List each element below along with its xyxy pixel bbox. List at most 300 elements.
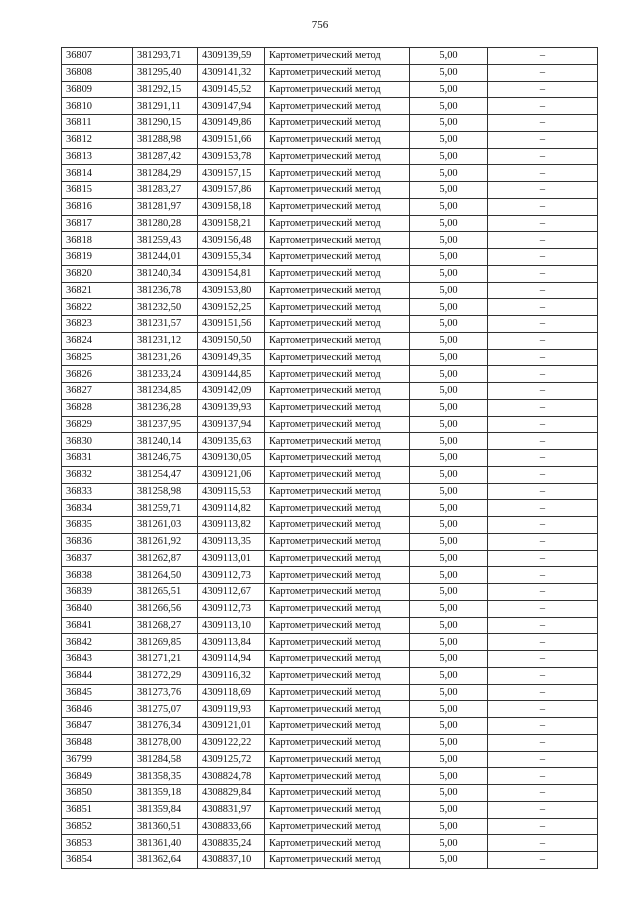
precision-cell: 5,00 [410, 701, 488, 718]
precision-cell: 5,00 [410, 667, 488, 684]
x-coordinate-cell: 381262,87 [133, 550, 198, 567]
y-coordinate-cell: 4309112,67 [198, 584, 265, 601]
method-cell: Картометрический метод [265, 600, 410, 617]
y-coordinate-cell: 4309149,35 [198, 349, 265, 366]
table-row [62, 852, 598, 869]
x-coordinate-cell: 381234,85 [133, 383, 198, 400]
precision-cell: 5,00 [410, 617, 488, 634]
x-coordinate-cell: 381237,95 [133, 416, 198, 433]
point-id-cell: 36824 [62, 332, 133, 349]
note-cell: – [488, 115, 598, 132]
note-cell: – [488, 131, 598, 148]
table-row [62, 48, 598, 65]
note-cell: – [488, 684, 598, 701]
table-row [62, 584, 598, 601]
y-coordinate-cell: 4308831,97 [198, 801, 265, 818]
y-coordinate-cell: 4309113,82 [198, 517, 265, 534]
table-row [62, 701, 598, 718]
table-row [62, 299, 598, 316]
point-id-cell: 36827 [62, 383, 133, 400]
point-id-cell: 36799 [62, 751, 133, 768]
point-id-cell: 36813 [62, 148, 133, 165]
note-cell: – [488, 198, 598, 215]
precision-cell: 5,00 [410, 131, 488, 148]
table-row [62, 182, 598, 199]
point-id-cell: 36825 [62, 349, 133, 366]
x-coordinate-cell: 381246,75 [133, 450, 198, 467]
method-cell: Картометрический метод [265, 115, 410, 132]
x-coordinate-cell: 381360,51 [133, 818, 198, 835]
method-cell: Картометрический метод [265, 801, 410, 818]
table-row [62, 768, 598, 785]
precision-cell: 5,00 [410, 48, 488, 65]
note-cell: – [488, 835, 598, 852]
x-coordinate-cell: 381233,24 [133, 366, 198, 383]
x-coordinate-cell: 381240,14 [133, 433, 198, 450]
table-row [62, 818, 598, 835]
y-coordinate-cell: 4309116,32 [198, 667, 265, 684]
point-id-cell: 36826 [62, 366, 133, 383]
method-cell: Картометрический метод [265, 366, 410, 383]
note-cell: – [488, 667, 598, 684]
point-id-cell: 36851 [62, 801, 133, 818]
y-coordinate-cell: 4309142,09 [198, 383, 265, 400]
precision-cell: 5,00 [410, 265, 488, 282]
x-coordinate-cell: 381283,27 [133, 182, 198, 199]
y-coordinate-cell: 4309149,86 [198, 115, 265, 132]
note-cell: – [488, 584, 598, 601]
method-cell: Картометрический метод [265, 265, 410, 282]
x-coordinate-cell: 381284,29 [133, 165, 198, 182]
precision-cell: 5,00 [410, 98, 488, 115]
point-id-cell: 36820 [62, 265, 133, 282]
point-id-cell: 36836 [62, 533, 133, 550]
precision-cell: 5,00 [410, 81, 488, 98]
precision-cell: 5,00 [410, 332, 488, 349]
x-coordinate-cell: 381359,18 [133, 785, 198, 802]
table-row [62, 751, 598, 768]
point-id-cell: 36853 [62, 835, 133, 852]
y-coordinate-cell: 4309151,66 [198, 131, 265, 148]
table-row [62, 450, 598, 467]
y-coordinate-cell: 4309118,69 [198, 684, 265, 701]
precision-cell: 5,00 [410, 818, 488, 835]
y-coordinate-cell: 4309153,80 [198, 282, 265, 299]
note-cell: – [488, 818, 598, 835]
table-row [62, 567, 598, 584]
point-id-cell: 36823 [62, 316, 133, 333]
note-cell: – [488, 768, 598, 785]
y-coordinate-cell: 4309139,59 [198, 48, 265, 65]
table-row [62, 416, 598, 433]
method-cell: Картометрический метод [265, 282, 410, 299]
precision-cell: 5,00 [410, 801, 488, 818]
x-coordinate-cell: 381258,98 [133, 483, 198, 500]
note-cell: – [488, 852, 598, 869]
y-coordinate-cell: 4309121,01 [198, 718, 265, 735]
table-row [62, 617, 598, 634]
method-cell: Картометрический метод [265, 383, 410, 400]
precision-cell: 5,00 [410, 366, 488, 383]
y-coordinate-cell: 4309114,94 [198, 651, 265, 668]
precision-cell: 5,00 [410, 349, 488, 366]
method-cell: Картометрический метод [265, 332, 410, 349]
x-coordinate-cell: 381358,35 [133, 768, 198, 785]
y-coordinate-cell: 4309114,82 [198, 500, 265, 517]
y-coordinate-cell: 4308829,84 [198, 785, 265, 802]
table-row [62, 785, 598, 802]
precision-cell: 5,00 [410, 182, 488, 199]
method-cell: Картометрический метод [265, 299, 410, 316]
precision-cell: 5,00 [410, 634, 488, 651]
method-cell: Картометрический метод [265, 416, 410, 433]
y-coordinate-cell: 4309115,53 [198, 483, 265, 500]
precision-cell: 5,00 [410, 433, 488, 450]
point-id-cell: 36807 [62, 48, 133, 65]
note-cell: – [488, 500, 598, 517]
precision-cell: 5,00 [410, 115, 488, 132]
method-cell: Картометрический метод [265, 131, 410, 148]
x-coordinate-cell: 381281,97 [133, 198, 198, 215]
point-id-cell: 36840 [62, 600, 133, 617]
table-row [62, 249, 598, 266]
method-cell: Картометрический метод [265, 500, 410, 517]
table-row [62, 734, 598, 751]
note-cell: – [488, 48, 598, 65]
note-cell: – [488, 232, 598, 249]
note-cell: – [488, 617, 598, 634]
x-coordinate-cell: 381236,78 [133, 282, 198, 299]
x-coordinate-cell: 381284,58 [133, 751, 198, 768]
y-coordinate-cell: 4308824,78 [198, 768, 265, 785]
y-coordinate-cell: 4309130,05 [198, 450, 265, 467]
point-id-cell: 36841 [62, 617, 133, 634]
point-id-cell: 36854 [62, 852, 133, 869]
method-cell: Картометрический метод [265, 81, 410, 98]
table-row [62, 232, 598, 249]
y-coordinate-cell: 4309151,56 [198, 316, 265, 333]
point-id-cell: 36811 [62, 115, 133, 132]
note-cell: – [488, 332, 598, 349]
precision-cell: 5,00 [410, 734, 488, 751]
table-row [62, 684, 598, 701]
method-cell: Картометрический метод [265, 785, 410, 802]
precision-cell: 5,00 [410, 550, 488, 567]
y-coordinate-cell: 4309157,86 [198, 182, 265, 199]
x-coordinate-cell: 381265,51 [133, 584, 198, 601]
table-row [62, 165, 598, 182]
point-id-cell: 36839 [62, 584, 133, 601]
note-cell: – [488, 701, 598, 718]
y-coordinate-cell: 4309153,78 [198, 148, 265, 165]
precision-cell: 5,00 [410, 198, 488, 215]
point-id-cell: 36852 [62, 818, 133, 835]
precision-cell: 5,00 [410, 148, 488, 165]
note-cell: – [488, 215, 598, 232]
precision-cell: 5,00 [410, 718, 488, 735]
method-cell: Картометрический метод [265, 64, 410, 81]
point-id-cell: 36847 [62, 718, 133, 735]
point-id-cell: 36845 [62, 684, 133, 701]
method-cell: Картометрический метод [265, 852, 410, 869]
precision-cell: 5,00 [410, 249, 488, 266]
note-cell: – [488, 651, 598, 668]
table-row [62, 148, 598, 165]
y-coordinate-cell: 4309150,50 [198, 332, 265, 349]
x-coordinate-cell: 381280,28 [133, 215, 198, 232]
x-coordinate-cell: 381278,00 [133, 734, 198, 751]
y-coordinate-cell: 4309119,93 [198, 701, 265, 718]
note-cell: – [488, 182, 598, 199]
method-cell: Картометрический метод [265, 349, 410, 366]
precision-cell: 5,00 [410, 383, 488, 400]
y-coordinate-cell: 4309141,32 [198, 64, 265, 81]
y-coordinate-cell: 4309135,63 [198, 433, 265, 450]
point-id-cell: 36821 [62, 282, 133, 299]
table-row [62, 198, 598, 215]
point-id-cell: 36829 [62, 416, 133, 433]
point-id-cell: 36842 [62, 634, 133, 651]
precision-cell: 5,00 [410, 299, 488, 316]
method-cell: Картометрический метод [265, 567, 410, 584]
table-row [62, 517, 598, 534]
point-id-cell: 36848 [62, 734, 133, 751]
x-coordinate-cell: 381264,50 [133, 567, 198, 584]
x-coordinate-cell: 381271,21 [133, 651, 198, 668]
coordinates-table [61, 47, 598, 869]
table-row [62, 600, 598, 617]
precision-cell: 5,00 [410, 852, 488, 869]
point-id-cell: 36817 [62, 215, 133, 232]
method-cell: Картометрический метод [265, 734, 410, 751]
method-cell: Картометрический метод [265, 48, 410, 65]
method-cell: Картометрический метод [265, 215, 410, 232]
note-cell: – [488, 64, 598, 81]
y-coordinate-cell: 4309113,10 [198, 617, 265, 634]
note-cell: – [488, 634, 598, 651]
table-row [62, 349, 598, 366]
note-cell: – [488, 785, 598, 802]
method-cell: Картометрический метод [265, 232, 410, 249]
note-cell: – [488, 98, 598, 115]
table-row [62, 81, 598, 98]
x-coordinate-cell: 381231,57 [133, 316, 198, 333]
precision-cell: 5,00 [410, 651, 488, 668]
method-cell: Картометрический метод [265, 617, 410, 634]
x-coordinate-cell: 381244,01 [133, 249, 198, 266]
note-cell: – [488, 483, 598, 500]
y-coordinate-cell: 4309158,18 [198, 198, 265, 215]
method-cell: Картометрический метод [265, 483, 410, 500]
x-coordinate-cell: 381359,84 [133, 801, 198, 818]
precision-cell: 5,00 [410, 165, 488, 182]
y-coordinate-cell: 4309147,94 [198, 98, 265, 115]
point-id-cell: 36837 [62, 550, 133, 567]
precision-cell: 5,00 [410, 500, 488, 517]
table-row [62, 98, 598, 115]
x-coordinate-cell: 381259,71 [133, 500, 198, 517]
point-id-cell: 36828 [62, 399, 133, 416]
note-cell: – [488, 600, 598, 617]
method-cell: Картометрический метод [265, 316, 410, 333]
x-coordinate-cell: 381291,11 [133, 98, 198, 115]
x-coordinate-cell: 381287,42 [133, 148, 198, 165]
note-cell: – [488, 416, 598, 433]
point-id-cell: 36815 [62, 182, 133, 199]
table-row [62, 533, 598, 550]
point-id-cell: 36843 [62, 651, 133, 668]
table-row [62, 366, 598, 383]
precision-cell: 5,00 [410, 399, 488, 416]
x-coordinate-cell: 381254,47 [133, 466, 198, 483]
note-cell: – [488, 282, 598, 299]
note-cell: – [488, 718, 598, 735]
method-cell: Картометрический метод [265, 550, 410, 567]
table-row [62, 718, 598, 735]
precision-cell: 5,00 [410, 567, 488, 584]
table-row [62, 466, 598, 483]
method-cell: Картометрический метод [265, 517, 410, 534]
y-coordinate-cell: 4309158,21 [198, 215, 265, 232]
method-cell: Картометрический метод [265, 433, 410, 450]
table-row [62, 115, 598, 132]
method-cell: Картометрический метод [265, 751, 410, 768]
note-cell: – [488, 517, 598, 534]
precision-cell: 5,00 [410, 282, 488, 299]
table-row [62, 667, 598, 684]
precision-cell: 5,00 [410, 215, 488, 232]
precision-cell: 5,00 [410, 450, 488, 467]
point-id-cell: 36835 [62, 517, 133, 534]
precision-cell: 5,00 [410, 835, 488, 852]
y-coordinate-cell: 4309139,93 [198, 399, 265, 416]
precision-cell: 5,00 [410, 533, 488, 550]
y-coordinate-cell: 4308837,10 [198, 852, 265, 869]
x-coordinate-cell: 381261,92 [133, 533, 198, 550]
note-cell: – [488, 265, 598, 282]
y-coordinate-cell: 4309125,72 [198, 751, 265, 768]
table-row [62, 215, 598, 232]
point-id-cell: 36809 [62, 81, 133, 98]
method-cell: Картометрический метод [265, 198, 410, 215]
point-id-cell: 36818 [62, 232, 133, 249]
point-id-cell: 36822 [62, 299, 133, 316]
precision-cell: 5,00 [410, 600, 488, 617]
y-coordinate-cell: 4309121,06 [198, 466, 265, 483]
y-coordinate-cell: 4308833,66 [198, 818, 265, 835]
page-number: 756 [311, 19, 329, 31]
note-cell: – [488, 299, 598, 316]
note-cell: – [488, 433, 598, 450]
note-cell: – [488, 734, 598, 751]
method-cell: Картометрический метод [265, 701, 410, 718]
precision-cell: 5,00 [410, 232, 488, 249]
method-cell: Картометрический метод [265, 634, 410, 651]
note-cell: – [488, 450, 598, 467]
table-row [62, 131, 598, 148]
note-cell: – [488, 751, 598, 768]
table-row [62, 500, 598, 517]
method-cell: Картометрический метод [265, 684, 410, 701]
table-row [62, 316, 598, 333]
note-cell: – [488, 366, 598, 383]
method-cell: Картометрический метод [265, 466, 410, 483]
x-coordinate-cell: 381362,64 [133, 852, 198, 869]
y-coordinate-cell: 4309154,81 [198, 265, 265, 282]
point-id-cell: 36831 [62, 450, 133, 467]
note-cell: – [488, 383, 598, 400]
point-id-cell: 36849 [62, 768, 133, 785]
x-coordinate-cell: 381295,40 [133, 64, 198, 81]
note-cell: – [488, 81, 598, 98]
method-cell: Картометрический метод [265, 533, 410, 550]
x-coordinate-cell: 381266,56 [133, 600, 198, 617]
note-cell: – [488, 399, 598, 416]
point-id-cell: 36832 [62, 466, 133, 483]
note-cell: – [488, 801, 598, 818]
precision-cell: 5,00 [410, 785, 488, 802]
x-coordinate-cell: 381269,85 [133, 634, 198, 651]
x-coordinate-cell: 381231,26 [133, 349, 198, 366]
table-row [62, 634, 598, 651]
note-cell: – [488, 349, 598, 366]
x-coordinate-cell: 381288,98 [133, 131, 198, 148]
table-row [62, 801, 598, 818]
y-coordinate-cell: 4309112,73 [198, 600, 265, 617]
table-row [62, 383, 598, 400]
precision-cell: 5,00 [410, 584, 488, 601]
point-id-cell: 36830 [62, 433, 133, 450]
point-id-cell: 36816 [62, 198, 133, 215]
method-cell: Картометрический метод [265, 399, 410, 416]
point-id-cell: 36814 [62, 165, 133, 182]
point-id-cell: 36834 [62, 500, 133, 517]
method-cell: Картометрический метод [265, 818, 410, 835]
y-coordinate-cell: 4309113,35 [198, 533, 265, 550]
y-coordinate-cell: 4309113,01 [198, 550, 265, 567]
method-cell: Картометрический метод [265, 584, 410, 601]
method-cell: Картометрический метод [265, 182, 410, 199]
x-coordinate-cell: 381240,34 [133, 265, 198, 282]
y-coordinate-cell: 4309145,52 [198, 81, 265, 98]
y-coordinate-cell: 4309156,48 [198, 232, 265, 249]
note-cell: – [488, 165, 598, 182]
note-cell: – [488, 550, 598, 567]
table-row [62, 651, 598, 668]
precision-cell: 5,00 [410, 684, 488, 701]
table-row [62, 282, 598, 299]
table-row [62, 64, 598, 81]
method-cell: Картометрический метод [265, 165, 410, 182]
note-cell: – [488, 316, 598, 333]
point-id-cell: 36850 [62, 785, 133, 802]
method-cell: Картометрический метод [265, 148, 410, 165]
table-row [62, 835, 598, 852]
x-coordinate-cell: 381275,07 [133, 701, 198, 718]
point-id-cell: 36844 [62, 667, 133, 684]
x-coordinate-cell: 381261,03 [133, 517, 198, 534]
x-coordinate-cell: 381232,50 [133, 299, 198, 316]
note-cell: – [488, 567, 598, 584]
precision-cell: 5,00 [410, 466, 488, 483]
x-coordinate-cell: 381268,27 [133, 617, 198, 634]
table-row [62, 332, 598, 349]
method-cell: Картометрический метод [265, 835, 410, 852]
method-cell: Картометрический метод [265, 249, 410, 266]
table-row [62, 265, 598, 282]
point-id-cell: 36812 [62, 131, 133, 148]
x-coordinate-cell: 381236,28 [133, 399, 198, 416]
